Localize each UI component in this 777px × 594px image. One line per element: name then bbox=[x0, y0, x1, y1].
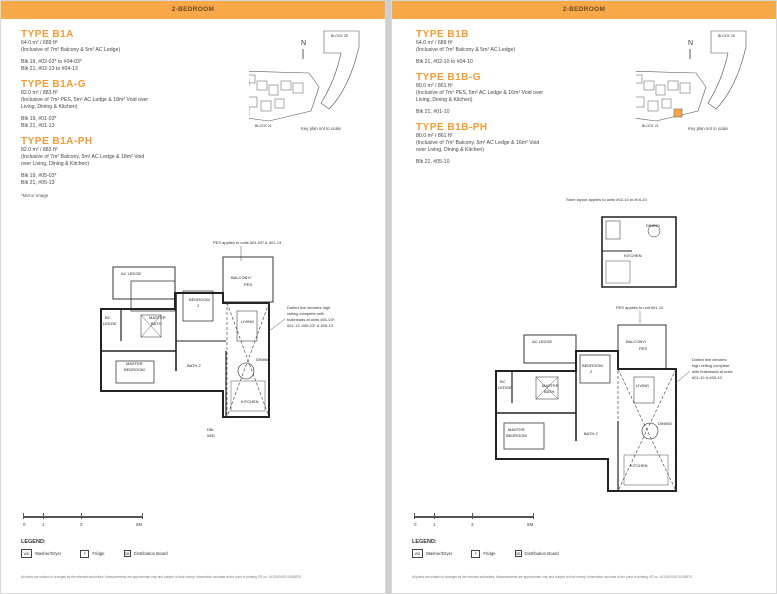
room-label: DINING bbox=[256, 357, 270, 362]
block-unit bbox=[281, 81, 291, 90]
unit-type-b1b-ph bbox=[416, 122, 631, 166]
type-name: TYPE B1B-G bbox=[416, 72, 482, 83]
sofa-icon bbox=[237, 311, 257, 341]
legend-row bbox=[21, 549, 371, 558]
scale-tick bbox=[434, 513, 435, 519]
fridge-icon: F bbox=[80, 550, 89, 558]
type-inclusion: (Inclusive of 7m² PES, 5m² AC Ledge & 18m² Void over bbox=[21, 97, 149, 103]
unit-type-b1a-ph bbox=[21, 136, 236, 187]
room-label: BC bbox=[105, 315, 111, 320]
room-label: KITCHEN bbox=[241, 399, 259, 404]
room-label: PES bbox=[639, 346, 648, 351]
type-block: Blk 21, #01-13 bbox=[21, 123, 55, 129]
scale-label: 0 bbox=[414, 522, 417, 527]
cabinet bbox=[606, 221, 620, 239]
block-unit bbox=[668, 81, 678, 90]
key-plan bbox=[249, 29, 379, 135]
block-unit bbox=[275, 99, 284, 108]
room-label: BALCONY/ bbox=[626, 339, 647, 344]
unit-outer-wall bbox=[496, 351, 676, 491]
type-block: Blk 19, #05-03* bbox=[21, 173, 57, 179]
room-label: AC LEDGE bbox=[121, 271, 142, 276]
dotted-note-line: bulkheads at units #01-03*, bbox=[287, 317, 336, 322]
room-label: BEDROOM bbox=[582, 363, 603, 368]
key-plan-drawing bbox=[249, 29, 379, 129]
disclaimer: All plans are subject to changes by the relevant authorities. Measurements are approximate only and subject to final survey. Information accurate at the point of printing. BT no. A1124/04/01 0018/BT0 bbox=[412, 575, 693, 579]
room-label: KITCHEN bbox=[624, 253, 642, 258]
type-block: Blk 21, #02-13 to #04-13 bbox=[21, 66, 78, 72]
scale-line bbox=[23, 516, 143, 518]
scale-bar bbox=[414, 511, 539, 529]
block-unit bbox=[261, 101, 271, 111]
pes-note: PES applies to unit #01-10 bbox=[616, 305, 664, 310]
room-label: BEDROOM bbox=[506, 433, 527, 438]
dotted-note-line: #01-10 & #05-10 bbox=[692, 375, 722, 380]
floor-plan-drawing bbox=[392, 191, 777, 501]
room-label: LIVING bbox=[636, 383, 650, 388]
dotted-note-line: ceiling complete with bbox=[287, 311, 324, 316]
room-label: DINING bbox=[658, 421, 672, 426]
washer-dryer-icon: WD bbox=[412, 549, 423, 558]
pes-note: PES applies to units #01-03* & #01-13 bbox=[213, 240, 282, 245]
room-label: BC bbox=[500, 379, 506, 384]
block-28-footprint bbox=[321, 31, 359, 109]
bed-2-icon bbox=[580, 355, 610, 383]
block-unit bbox=[662, 99, 671, 108]
store-labels bbox=[624, 223, 660, 258]
room-label: BEDROOM bbox=[189, 297, 210, 302]
walls bbox=[101, 257, 273, 417]
legend-title: LEGEND: bbox=[412, 539, 437, 545]
block-unit bbox=[680, 83, 690, 93]
scale-label: 6M bbox=[136, 522, 143, 527]
type-block: Blk 19, #02-03* to #04-03* bbox=[21, 59, 82, 65]
unit-type-b1b bbox=[416, 29, 631, 66]
type-area: 64.0 m² / 689 ft² bbox=[21, 40, 58, 46]
type-inclusion: (Inclusive of 7m² Balcony & 5m² AC Ledge) bbox=[21, 47, 121, 53]
legend bbox=[412, 539, 762, 558]
unit-types bbox=[416, 29, 631, 172]
site-outline bbox=[636, 71, 706, 121]
scale-tick bbox=[23, 513, 24, 519]
dotted-note-line: high ceiling complete bbox=[692, 363, 730, 368]
legend-label: Distribution Board bbox=[524, 551, 559, 556]
page-header: 2-BEDROOM bbox=[392, 1, 776, 19]
legend-label: Fridge bbox=[483, 551, 496, 556]
type-inclusion: (Inclusive of 7m² Balcony, 5m² AC Ledge & 18m² Void bbox=[21, 154, 145, 160]
unit-type-b1b-g bbox=[416, 72, 631, 116]
key-plan-caption: Key plan not to scale bbox=[301, 126, 341, 131]
type-block: Blk 21, #05-13 bbox=[21, 180, 55, 186]
dotted-note bbox=[692, 357, 732, 380]
scale-label: 6M bbox=[527, 522, 534, 527]
room-label: LIVING bbox=[241, 319, 255, 324]
room-label: AC LEDGE bbox=[532, 339, 553, 344]
block-28-footprint bbox=[708, 31, 746, 109]
store-outline bbox=[602, 217, 676, 287]
store-layout bbox=[602, 217, 676, 287]
floor-plan bbox=[392, 191, 777, 501]
type-inclusion: Living, Dining & Kitchen) bbox=[416, 97, 473, 103]
key-plan-drawing bbox=[636, 29, 766, 129]
room-label: BATH bbox=[544, 389, 555, 394]
block-unit bbox=[636, 97, 644, 107]
block-unit bbox=[249, 97, 257, 107]
scale-tick bbox=[81, 513, 82, 519]
legend-label: Washer/Dryer bbox=[426, 551, 453, 556]
dining-table-icon bbox=[642, 423, 658, 439]
fridge-icon: F bbox=[471, 550, 480, 558]
block-unit bbox=[257, 81, 267, 90]
room-label: LEDGE bbox=[103, 321, 117, 326]
block-top-label: BLOCK 28 bbox=[718, 34, 735, 38]
unit-type-b1a-g bbox=[21, 79, 236, 130]
ac-ledge-inner bbox=[131, 281, 175, 311]
dotted-note bbox=[287, 305, 335, 328]
scale-tick bbox=[472, 513, 473, 519]
type-area: 82.0 m² / 883 ft² bbox=[21, 90, 58, 96]
distribution-board-icon: DB bbox=[515, 551, 521, 556]
block-unit bbox=[636, 75, 642, 83]
legend-label: Distribution Board bbox=[133, 551, 168, 556]
scale-line bbox=[414, 516, 534, 518]
site-outline bbox=[249, 71, 319, 121]
block-unit bbox=[293, 83, 303, 93]
room-label: LEDGE bbox=[498, 385, 512, 390]
washer-dryer-icon: WD bbox=[21, 549, 32, 558]
legend-title: LEGEND: bbox=[21, 539, 46, 545]
room-label: MASTER bbox=[126, 361, 143, 366]
leader-line bbox=[269, 319, 285, 331]
scale-label: 0 bbox=[23, 522, 26, 527]
walls bbox=[496, 325, 676, 491]
type-area: 80.0 m² / 861 ft² bbox=[416, 83, 453, 89]
room-label: 2 bbox=[590, 369, 593, 374]
scale-tick bbox=[414, 513, 415, 519]
key-plan bbox=[636, 29, 766, 135]
type-name: TYPE B1A-PH bbox=[21, 136, 93, 147]
room-label: W/D bbox=[207, 433, 215, 438]
room-label: BEDROOM bbox=[124, 367, 145, 372]
room-label: DB/ bbox=[207, 427, 214, 432]
type-inclusion: (Inclusive of 7m² Balcony, 5m² AC Ledge & 16m² Void bbox=[416, 140, 540, 146]
key-plan-caption: Key plan not to scale bbox=[688, 126, 728, 131]
block-bottom-label: BLOCK 21 bbox=[642, 124, 659, 128]
room-label: MASTER bbox=[149, 315, 166, 320]
room-label: DINING bbox=[646, 223, 660, 228]
type-area: 80.0 m² / 861 ft² bbox=[416, 133, 453, 139]
floor-plan bbox=[1, 231, 386, 491]
unit-types bbox=[21, 29, 236, 198]
type-name: TYPE B1B-PH bbox=[416, 122, 488, 133]
room-label: MASTER bbox=[542, 383, 559, 388]
legend bbox=[21, 539, 371, 558]
type-inclusion: (Inclusive of 7m² PES, 5m² AC Ledge & 16m² Void over bbox=[416, 90, 544, 96]
type-block: Blk 21, #01-10 bbox=[416, 109, 450, 115]
type-name: TYPE B1B bbox=[416, 29, 469, 40]
type-inclusion: over Living, Dining & Kitchen) bbox=[416, 147, 485, 153]
room-label: BATH 2 bbox=[584, 431, 598, 436]
room-label: MASTER bbox=[508, 427, 525, 432]
kitchen-counter bbox=[231, 381, 265, 411]
leader-line bbox=[676, 371, 690, 383]
type-block: Blk 19, #01-03* bbox=[21, 116, 57, 122]
room-label: BALCONY/ bbox=[231, 275, 252, 280]
scale-label: 1 bbox=[433, 522, 436, 527]
dotted-note-line: #01-13, #05-03* & #05-13 bbox=[287, 323, 334, 328]
type-area: 64.0 m² / 689 ft² bbox=[416, 40, 453, 46]
room-label: BATH 2 bbox=[187, 363, 201, 368]
block-unit bbox=[644, 81, 654, 90]
floor-plan-drawing bbox=[1, 231, 386, 491]
scale-bar bbox=[23, 511, 148, 529]
type-name: TYPE B1A-G bbox=[21, 79, 87, 90]
highlighted-unit bbox=[674, 109, 682, 117]
north-label: N bbox=[688, 40, 694, 47]
dotted-note-line: Dotted line denotes high bbox=[287, 305, 331, 310]
block-unit bbox=[656, 85, 665, 95]
block-bottom-label: BLOCK 21 bbox=[255, 124, 272, 128]
legend-label: Washer/Dryer bbox=[35, 551, 62, 556]
block-unit bbox=[648, 101, 658, 111]
left-page bbox=[0, 0, 386, 594]
page-header: 2-BEDROOM bbox=[1, 1, 385, 19]
room-labels bbox=[103, 271, 270, 438]
scale-label: 1 bbox=[42, 522, 45, 527]
type-inclusion: Living, Dining & Kitchen) bbox=[21, 104, 78, 110]
legend-row bbox=[412, 549, 762, 558]
scale-label: 3 bbox=[471, 522, 474, 527]
block-top-label: BLOCK 28 bbox=[331, 34, 348, 38]
unit-type-b1a bbox=[21, 29, 236, 73]
room-label: KITCHEN bbox=[630, 463, 648, 468]
legend-label: Fridge bbox=[92, 551, 105, 556]
type-area: 82.0 m² / 883 ft² bbox=[21, 147, 58, 153]
block-unit bbox=[249, 75, 255, 83]
right-page bbox=[391, 0, 777, 594]
scale-tick bbox=[533, 513, 534, 519]
disclaimer: All plans are subject to changes by the relevant authorities. Measurements are approximate only and subject to final survey. Information accurate at the point of printing. BT no. A1124/04/01 0018/BT0 bbox=[21, 575, 302, 579]
room-label: PES bbox=[244, 282, 253, 287]
distribution-board-icon: DB bbox=[124, 551, 130, 556]
type-name: TYPE B1A bbox=[21, 29, 74, 40]
scale-tick bbox=[43, 513, 44, 519]
sofa-icon bbox=[634, 377, 654, 403]
north-label: N bbox=[301, 40, 307, 47]
room-label: 2 bbox=[197, 303, 200, 308]
dotted-note-line: with bulkheads at units bbox=[692, 369, 733, 374]
mirror-note: *Mirror Image bbox=[21, 193, 49, 198]
scale-tick bbox=[142, 513, 143, 519]
dotted-note-line: Dotted line denotes bbox=[692, 357, 727, 362]
kitchen-counter bbox=[606, 261, 630, 283]
room-label: BATH bbox=[151, 321, 162, 326]
type-inclusion: (Inclusive of 7m² Balcony & 5m² AC Ledge) bbox=[416, 47, 516, 53]
store-note: Store layout applies to units #02-10 to #04-10 bbox=[566, 197, 647, 202]
type-inclusion: over Living, Dining & Kitchen) bbox=[21, 161, 90, 167]
type-block: Blk 21, #05-10 bbox=[416, 159, 450, 165]
kitchen-counter bbox=[624, 455, 668, 485]
scale-label: 3 bbox=[80, 522, 83, 527]
type-block: Blk 21, #02-10 to #04-10 bbox=[416, 59, 473, 65]
block-unit bbox=[269, 85, 278, 95]
